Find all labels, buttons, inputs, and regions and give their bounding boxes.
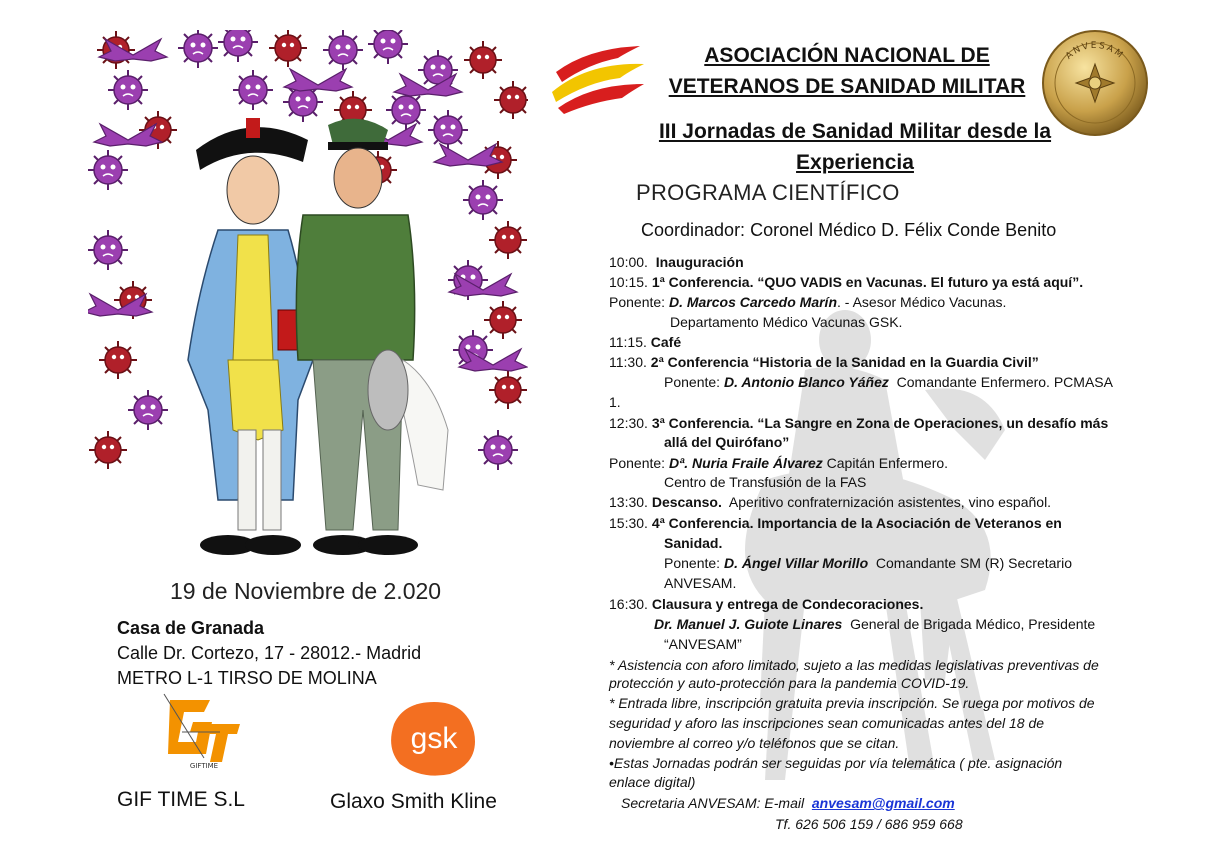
schedule-item-4-role-cont: 1. — [609, 394, 621, 410]
schedule-item-7-role: ANVESAM. — [664, 575, 737, 591]
schedule-item-5-role: Centro de Transfusión de la FAS — [664, 474, 867, 490]
note-3-line1: •Estas Jornadas podrán ser seguidas por vía telemática ( pte. asignación — [609, 755, 1063, 771]
schedule-item-2: 10:15. 1ª Conferencia. “QUO VADIS en Vacunas. El futuro ya está aquí”. — [609, 274, 1084, 290]
note-1-line1: * Asistencia con aforo limitado, sujeto a las medidas legislativas preventivas de — [609, 657, 1099, 673]
schedule-item-1: 10:00. Inauguración — [609, 254, 744, 270]
jornadas-title-line1: III Jornadas de Sanidad Militar desde la — [658, 120, 1052, 143]
covid-soldiers-illustration — [88, 30, 528, 575]
schedule-item-7-title-cont: Sanidad. — [664, 535, 723, 551]
note-2-line2: seguridad y aforo las inscripciones sean comunicadas antes del 18 de — [609, 715, 1045, 731]
schedule-item-7-speaker: Ponente: D. Ángel Villar Morillo Comandante SM (R) Secretario — [664, 555, 1072, 571]
event-date: 19 de Noviembre de 2.020 — [170, 578, 442, 604]
guardia-civil-figure — [296, 119, 448, 555]
giftime-logo — [160, 692, 242, 770]
venue-address: Calle Dr. Cortezo, 17 - 28012.- Madrid — [117, 643, 422, 663]
note-2-line3: noviembre al correo y/o teléfonos que se citan. — [609, 735, 900, 751]
sponsor-giftime-name: GIF TIME S.L — [117, 788, 245, 811]
schedule-item-3: 11:15. Café — [609, 334, 682, 350]
gsk-logo-text: gsk — [410, 722, 458, 755]
contact-line — [621, 793, 955, 813]
schedule-item-5-title-cont: allá del Quirófano” — [664, 434, 790, 450]
email-link[interactable]: anvesam@gmail.com — [811, 795, 955, 811]
schedule-item-5: 12:30. 3ª Conferencia. “La Sangre en Zona de Operaciones, un desafío más — [609, 415, 1109, 431]
contact-phones: Tf. 626 506 159 / 686 959 668 — [775, 816, 963, 832]
jornadas-title-line2: Experiencia — [796, 151, 914, 174]
note-1-line2: protección y auto-protección para la pandemia COVID-19. — [609, 675, 970, 691]
jornadas-title — [620, 116, 1090, 178]
historical-soldier-figure — [188, 118, 313, 555]
schedule-item-4: 11:30. 2ª Conferencia “Historia de la Sanidad en la Guardia Civil” — [609, 354, 1039, 370]
note-2-line1: * Entrada libre, inscripción gratuita previa inscripción. Se ruega por motivos de — [609, 695, 1095, 711]
schedule-item-8-speaker: Dr. Manuel J. Guiote Linares General de Brigada Médico, Presidente — [654, 616, 1096, 632]
note-3-line2: enlace digital) — [609, 774, 696, 790]
giftime-logo-caption: GIFTIME — [189, 762, 219, 770]
program-label: PROGRAMA CIENTÍFICO — [636, 180, 900, 205]
schedule-item-2-speaker: Ponente: D. Marcos Carcedo Marín. - Asesor Médico Vacunas. — [609, 294, 1007, 310]
org-title-line2: VETERANOS DE SANIDAD MILITAR — [668, 75, 1026, 98]
schedule-item-2-role: Departamento Médico Vacunas GSK. — [670, 314, 903, 330]
schedule-item-5-speaker: Ponente: Dª. Nuria Fraile Álvarez Capitán Enfermero. — [609, 455, 949, 471]
sponsor-gsk-name: Glaxo Smith Kline — [330, 790, 497, 813]
org-title-line1: ASOCIACIÓN NACIONAL DE — [704, 44, 990, 67]
schedule-item-6: 13:30. Descanso. Aperitivo confraternización asistentes, vino español. — [609, 494, 1052, 510]
spain-flag-logo — [548, 42, 648, 114]
schedule-item-4-speaker: Ponente: D. Antonio Blanco Yáñez Comandante Enfermero. PCMASA — [664, 374, 1113, 390]
venue-metro: METRO L-1 TIRSO DE MOLINA — [117, 668, 377, 688]
schedule-item-8-role: “ANVESAM” — [664, 636, 742, 652]
venue-name: Casa de Granada — [117, 618, 265, 638]
contact-label: Secretaria ANVESAM: E-mail — [621, 795, 805, 811]
coordinator: Coordinador: Coronel Médico D. Félix Conde Benito — [641, 220, 1057, 240]
schedule-item-8: 16:30. Clausura y entrega de Condecoraciones. — [609, 596, 924, 612]
gsk-logo — [386, 700, 482, 778]
organization-title — [652, 40, 1042, 102]
schedule-item-7: 15:30. 4ª Conferencia. Importancia de la Asociación de Veteranos en — [609, 515, 1062, 531]
medal-text: ANVESAM — [1064, 40, 1126, 62]
